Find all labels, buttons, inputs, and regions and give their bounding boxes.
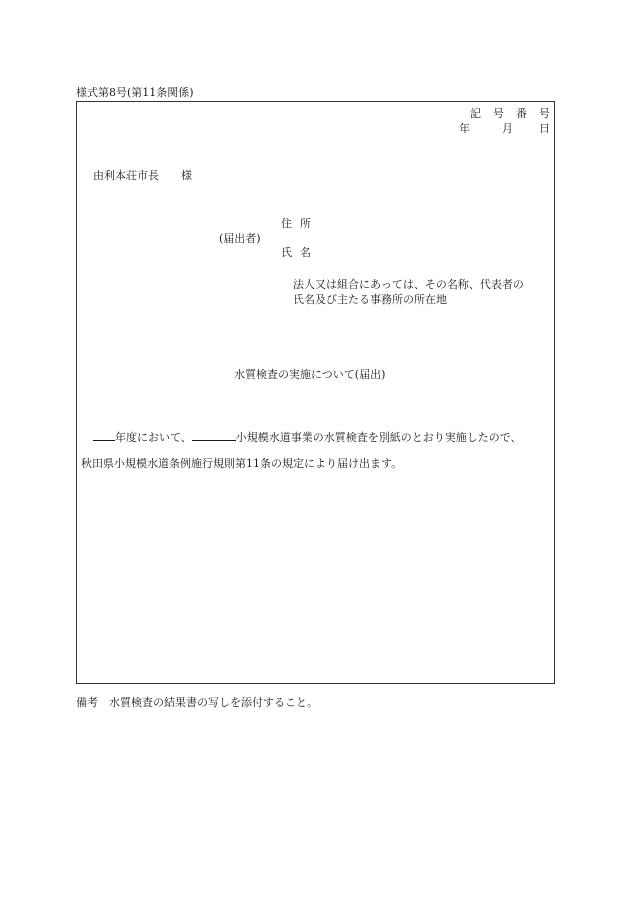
body-line-1-part-2: 小規模水道事業の水質検査を別紙のとおり実施したので、 xyxy=(235,431,522,444)
document-title: 水質検査の実施について(届出) xyxy=(234,368,386,381)
reference-number-label: 記号番号 xyxy=(470,107,562,120)
notifier-name-label: 氏名 xyxy=(281,246,319,259)
corporation-note-line-2: 氏名及び主たる事務所の所在地 xyxy=(293,293,447,306)
notifier-address-label: 住所 xyxy=(281,217,319,230)
addressee: 由利本荘市長 様 xyxy=(93,169,192,182)
water-supply-name-blank[interactable] xyxy=(192,430,236,441)
form-number: 様式第8号(第11条関係) xyxy=(76,86,194,99)
body-line-1-part-1: 年度において、 xyxy=(115,431,192,444)
date-month-label: 月 xyxy=(502,122,513,135)
body-line-1 xyxy=(93,429,522,445)
body-line-2: 秋田県小規模水道条例施行規則第11条の規定により届け出ます。 xyxy=(81,457,403,470)
date-line xyxy=(459,120,550,136)
date-day-label: 日 xyxy=(539,122,550,135)
fiscal-year-blank[interactable] xyxy=(93,430,115,441)
corporation-note-line-1: 法人又は組合にあっては、その名称、代表者の xyxy=(293,278,524,291)
date-year-label: 年 xyxy=(459,122,470,135)
form-frame xyxy=(76,101,555,684)
remarks: 備考 水質検査の結果書の写しを添付すること。 xyxy=(76,696,318,709)
notifier-label: (届出者) xyxy=(219,232,261,245)
